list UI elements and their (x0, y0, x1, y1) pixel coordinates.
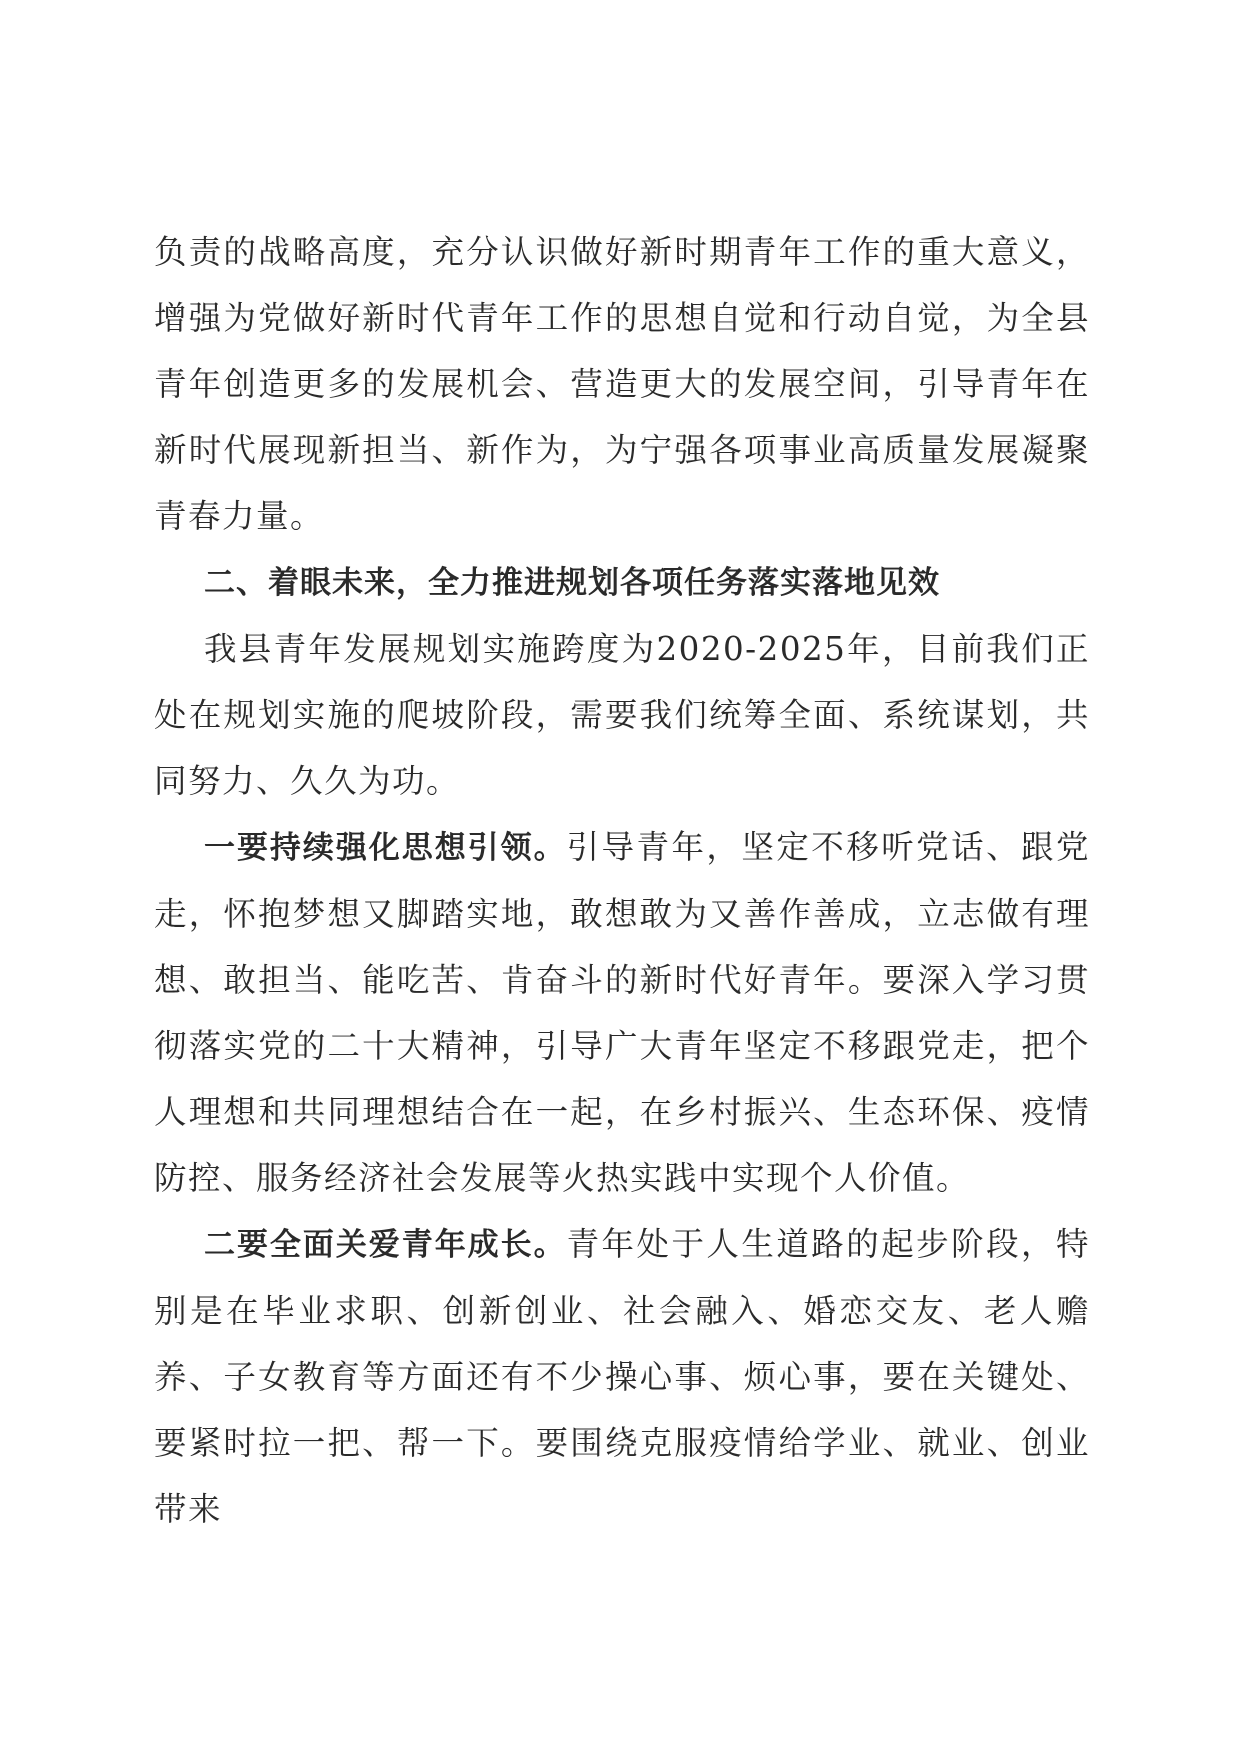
document-body (154, 219, 1090, 1542)
paragraph-lead: 二要全面关爱青年成长。 (204, 1227, 567, 1263)
paragraph-lead: 一要持续强化思想引领。 (204, 830, 567, 866)
body-paragraph: 我县青年发展规划实施跨度为2020-2025年，目前我们正处在规划实施的爬坡阶段，需要我们统筹全面、系统谋划，共同努力、久久为功。 (154, 630, 1090, 800)
body-paragraph (154, 814, 1090, 1211)
body-paragraph: 负责的战略高度，充分认识做好新时期青年工作的重大意义，增强为党做好新时代青年工作的思想自觉和行动自觉，为全县青年创造更多的发展机会、营造更大的发展空间，引导青年在新时代展现新担当、新作为，为宁强各项事业高质量发展凝聚青春力量。 (154, 233, 1090, 535)
paragraph-text: 青年处于人生道路的起步阶段，特别是在毕业求职、创新创业、社会融入、婚恋交友、老人赡养、子女教育等方面还有不少操心事、烦心事，要在关键处、要紧时拉一把、帮一下。要围绕克服疫情给学业、就业、创业带来 (154, 1225, 1090, 1528)
body-paragraph (154, 1211, 1090, 1542)
section-heading-text: 二、着眼未来，全力推进规划各项任务落实落地见效 (204, 565, 940, 601)
paragraph-text: 引导青年，坚定不移听党话、跟党走，怀抱梦想又脚踏实地，敢想敢为又善作善成，立志做有理想、敢担当、能吃苦、肯奋斗的新时代好青年。要深入学习贯彻落实党的二十大精神，引导广大青年坚定不移跟党走，把个人理想和共同理想结合在一起，在乡村振兴、生态环保、疫情防控、服务经济社会发展等火热实践中实现个人价值。 (154, 828, 1090, 1197)
section-heading (154, 549, 1090, 616)
